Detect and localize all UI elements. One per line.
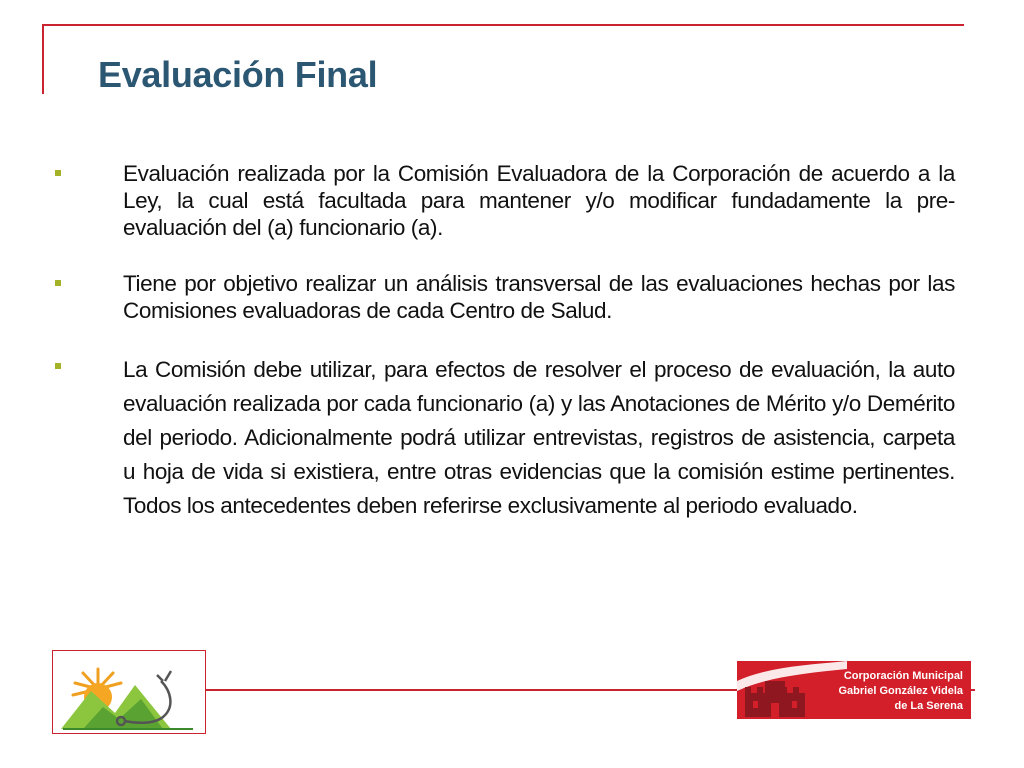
health-logo <box>52 650 206 734</box>
corporation-name-line-1: Corporación Municipal <box>843 670 963 682</box>
square-bullet-icon <box>55 280 61 286</box>
bullet-text-3: La Comisión debe utilizar, para efectos de resolver el proceso de evaluación, la auto evaluación realizada por cada funcionario (a) y las Anotaciones de Mérito y/o Demérito del periodo. Adicionalmente podrá utilizar entrevistas, registros de asistencia, carpeta u hoja de vida si existiera, entre otras evidencias que la comisión estime pertinentes. Todos los antecedentes deben referirse exclusivamente al periodo evaluado. <box>123 357 955 518</box>
square-bullet-icon <box>55 170 61 176</box>
bullet-list <box>55 160 955 552</box>
castle-icon <box>737 661 847 719</box>
top-frame-line <box>42 24 964 26</box>
bullet-text-1: Evaluación realizada por la Comisión Evaluadora de la Corporación de acuerdo a la Ley, la cual está facultada para mantener y/o modificar fundadamente la pre-evaluación del (a) funcionario (a). <box>123 161 955 240</box>
bullet-item-3 <box>55 353 955 523</box>
bullet-text-2: Tiene por objetivo realizar un análisis transversal de las evaluaciones hechas por las Comisiones evaluadoras de cada Centro de Salud. <box>123 271 955 323</box>
left-frame-line <box>42 24 44 94</box>
bullet-item-1 <box>55 160 955 241</box>
corporation-name <box>838 669 963 714</box>
corporation-logo <box>737 661 971 719</box>
corporation-name-line-2: Gabriel González Videla <box>838 685 963 697</box>
corporation-name-line-3: de La Serena <box>894 700 963 712</box>
bullet-item-2 <box>55 270 955 324</box>
square-bullet-icon <box>55 363 61 369</box>
slide-title: Evaluación Final <box>98 54 378 95</box>
health-sun-mountain-stethoscope-icon <box>53 651 205 733</box>
